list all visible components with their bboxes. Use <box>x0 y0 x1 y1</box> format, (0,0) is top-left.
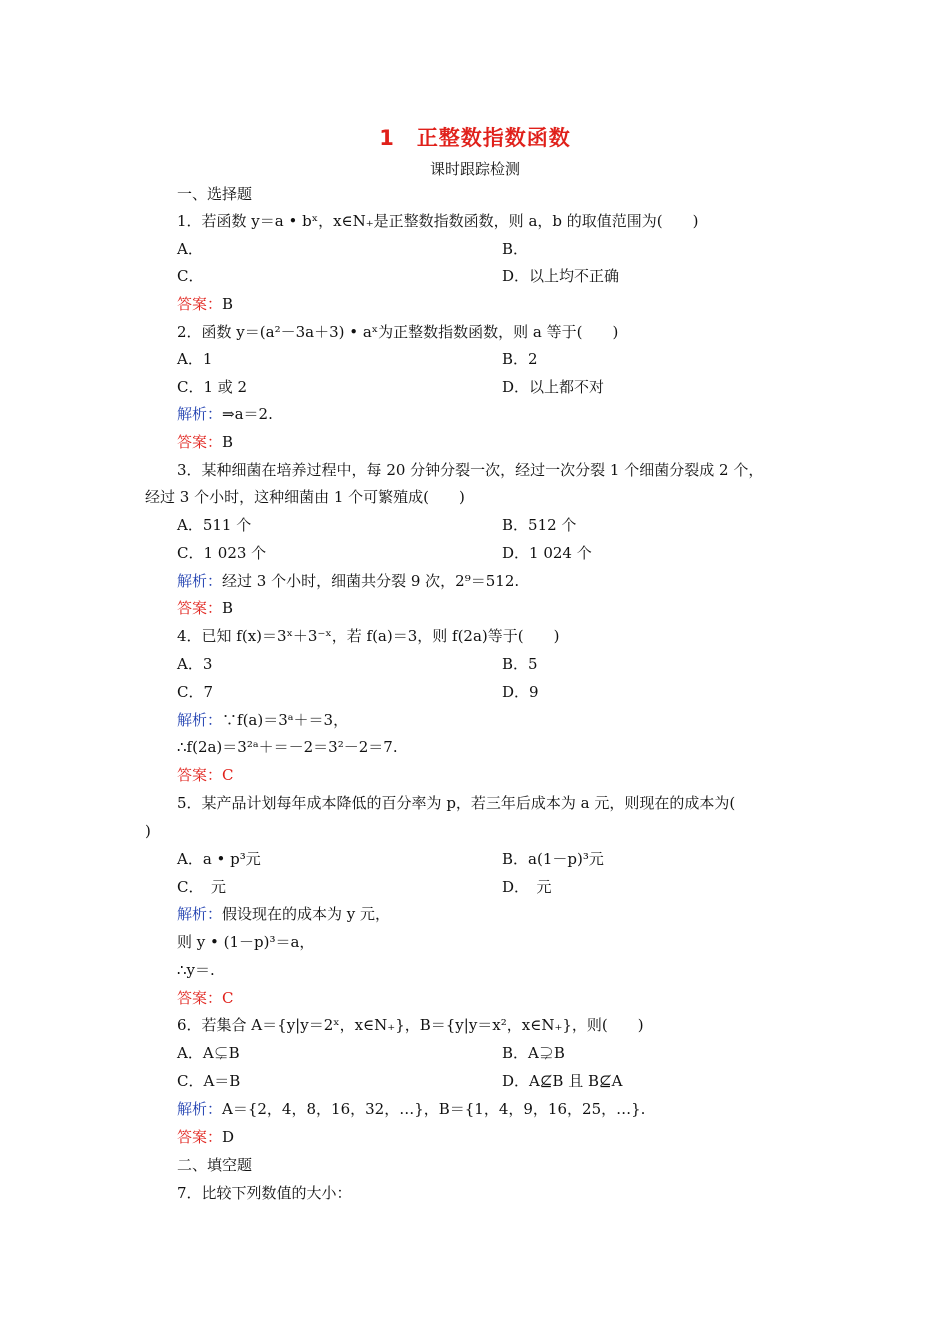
explain-text: ⇒a＝2. <box>222 405 273 423</box>
q5-stem-line1: 5．某产品计划每年成本降低的百分率为 p，若三年后成本为 a 元，则现在的成本为( <box>177 794 736 812</box>
q1-answer <box>177 294 233 314</box>
q7-stem: 7．比较下列数值的大小： <box>177 1184 352 1202</box>
q2-option-a: A．1 <box>177 350 213 368</box>
q2-explanation <box>177 404 273 424</box>
q1-option-a: A． <box>177 240 203 258</box>
q3-option-b: B．512 个 <box>502 516 577 534</box>
explain-label: 解析： <box>177 711 223 729</box>
q5-option-b: B．a(1－p)³元 <box>502 850 604 868</box>
q6-answer <box>177 1127 234 1147</box>
answer-value: B <box>222 295 234 313</box>
q6-option-d: D．A⊈B 且 B⊈A <box>502 1072 623 1090</box>
q3-explanation <box>177 571 519 591</box>
q2-option-b: B．2 <box>502 350 538 368</box>
q3-option-c: C．1 023 个 <box>177 544 267 562</box>
answer-label: 答案： <box>177 989 223 1007</box>
answer-label: 答案： <box>177 766 223 784</box>
q6-explanation <box>177 1099 645 1119</box>
q4-option-b: B．5 <box>502 655 538 673</box>
answer-value: C <box>222 989 234 1007</box>
q4-answer <box>177 765 234 785</box>
q6-option-a: A．A⊊B <box>177 1044 240 1062</box>
explain-label: 解析： <box>177 1100 223 1118</box>
q1-option-c: C． <box>177 267 204 285</box>
explain-text: 经过 3 个小时，细菌共分裂 9 次，2⁹＝512. <box>222 572 520 590</box>
q1-stem: 1．若函数 y＝a • bˣ，x∈N₊是正整数指数函数，则 a，b 的取值范围为( ) <box>177 212 699 230</box>
explain-label: 解析： <box>177 572 223 590</box>
q4-option-d: D．9 <box>502 683 539 701</box>
explain-label: 解析： <box>177 905 223 923</box>
q3-answer <box>177 598 233 618</box>
q1-option-b: B． <box>502 240 529 258</box>
answer-value: B <box>222 599 234 617</box>
answer-label: 答案： <box>177 599 223 617</box>
q2-option-c: C．1 或 2 <box>177 378 248 396</box>
page-title <box>0 122 950 152</box>
title-text: 正整数指数函数 <box>416 126 571 150</box>
q1-option-d: D．以上均不正确 <box>502 267 620 285</box>
q5-answer <box>177 988 234 1008</box>
section-fill-heading: 二、填空题 <box>177 1156 253 1174</box>
q6-stem: 6．若集合 A＝{y|y＝2ˣ，x∈N₊}，B＝{y|y＝x²，x∈N₊}，则( ) <box>177 1016 644 1034</box>
q3-option-a: A．511 个 <box>177 516 252 534</box>
q5-option-c: C． 元 <box>177 878 226 896</box>
q4-stem: 4．已知 f(x)＝3ˣ＋3⁻ˣ，若 f(a)＝3，则 f(2a)等于( ) <box>177 627 560 645</box>
title-number: 1 <box>379 126 395 150</box>
answer-value: C <box>222 766 234 784</box>
q6-option-c: C．A＝B <box>177 1072 241 1090</box>
q5-explanation-line3: ∴y＝. <box>177 961 215 979</box>
q6-option-b: B．A⊋B <box>502 1044 565 1062</box>
q2-stem: 2．函数 y＝(a²－3a＋3) • aˣ为正整数指数函数，则 a 等于( ) <box>177 323 619 341</box>
section-choice-heading: 一、选择题 <box>177 185 253 203</box>
q5-option-d: D． 元 <box>502 878 552 896</box>
q3-stem-line2: 经过 3 个小时，这种细菌由 1 个可繁殖成( ) <box>145 488 465 506</box>
q5-explanation-line2: 则 y • (1－p)³＝a， <box>177 933 315 951</box>
explain-text: 假设现在的成本为 y 元， <box>222 905 391 923</box>
q3-stem-line1: 3．某种细菌在培养过程中，每 20 分钟分裂一次，经过一次分裂 1 个细菌分裂成 2 个， <box>177 461 764 479</box>
explain-label: 解析： <box>177 405 223 423</box>
q5-option-a: A．a • p³元 <box>177 850 261 868</box>
answer-label: 答案： <box>177 295 223 313</box>
answer-value: D <box>222 1128 235 1146</box>
q2-answer <box>177 432 233 452</box>
answer-label: 答案： <box>177 1128 223 1146</box>
q4-option-c: C．7 <box>177 683 214 701</box>
q4-option-a: A．3 <box>177 655 213 673</box>
q5-stem-line2: ) <box>145 822 151 840</box>
q4-explanation-line2: ∴f(2a)＝3²ᵃ＋＝－2＝3²－2＝7. <box>177 738 398 756</box>
explain-text: ∵f(a)＝3ᵃ＋＝3， <box>222 711 349 729</box>
answer-label: 答案： <box>177 433 223 451</box>
explain-text: A＝{2，4，8，16，32，…}，B＝{1，4，9，16，25，…}. <box>222 1100 646 1118</box>
q2-option-d: D．以上都不对 <box>502 378 605 396</box>
q3-option-d: D．1 024 个 <box>502 544 592 562</box>
q5-explanation-line1 <box>177 904 390 924</box>
q4-explanation-line1 <box>177 710 348 730</box>
answer-value: B <box>222 433 234 451</box>
subtitle: 课时跟踪检测 <box>429 160 520 178</box>
